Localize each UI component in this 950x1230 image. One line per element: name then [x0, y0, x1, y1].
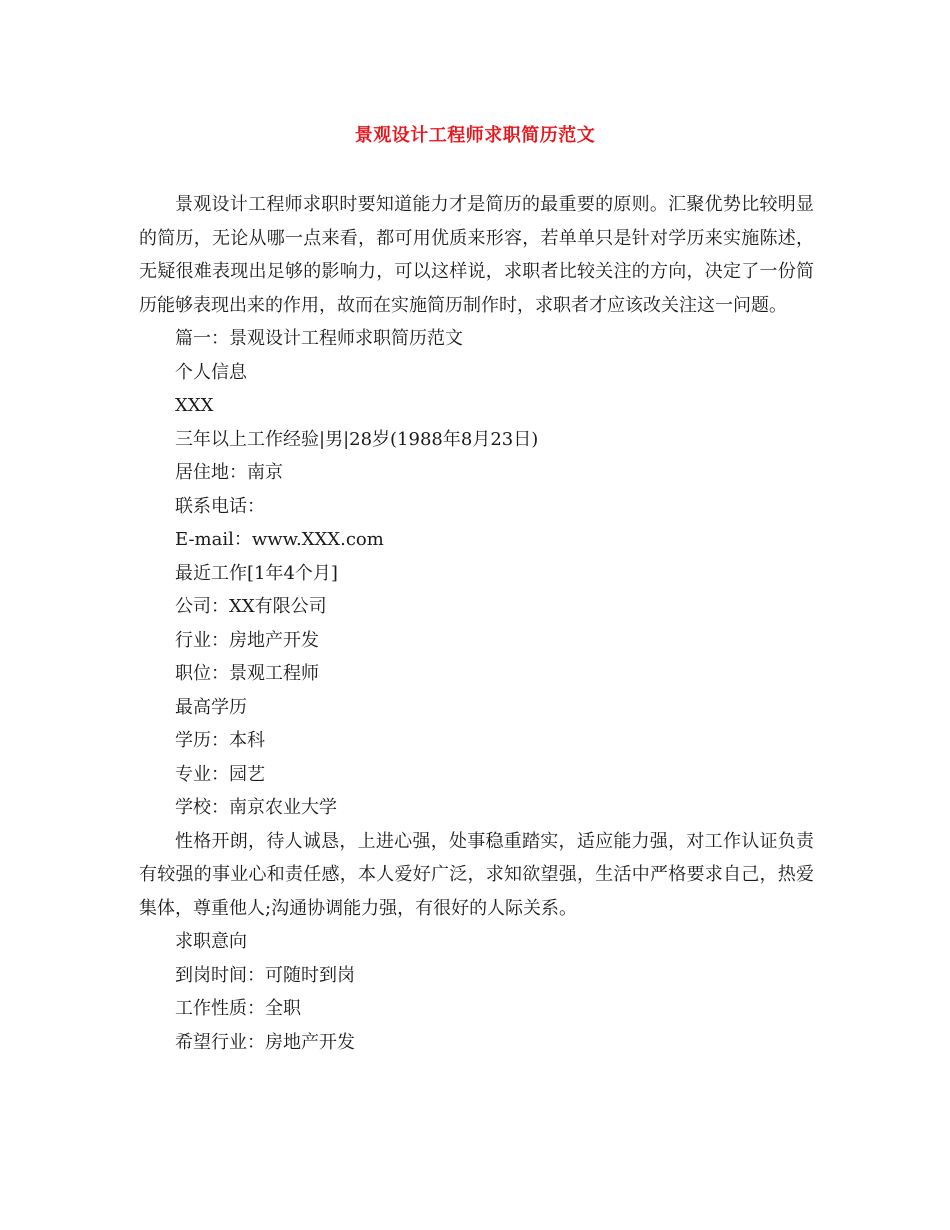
document-title: 景观设计工程师求职简历范文: [354, 125, 596, 146]
industry-line: 行业：房地产开发: [175, 629, 319, 651]
desired-industry-line: 希望行业：房地产开发: [175, 1031, 355, 1053]
section-heading-education: 最高学历: [175, 696, 247, 718]
job-type-line: 工作性质：全职: [175, 998, 301, 1019]
email-line: E-mail：www.XXX.com: [175, 529, 384, 550]
personality-paragraph: 性格开朗，待人诚恳，上进心强，处事稳重踏实，适应能力强，对工作认证负责有较强的事业心和责任感，本人爱好广泛，求知欲望强，生活中严格要求自己，热爱集体，尊重他人;沟通协调能力强，有很好的人际关系。: [139, 830, 814, 919]
section-heading-recent-work: 最近工作[1年4个月]: [175, 562, 338, 584]
applicant-summary: 三年以上工作经验|男|28岁(1988年8月23日): [175, 428, 539, 450]
major-line: 专业：园艺: [175, 763, 265, 785]
document-body: [139, 188, 814, 1059]
phone-line: 联系电话：: [175, 495, 265, 517]
section-heading-job-intent: 求职意向: [175, 931, 247, 952]
applicant-name: XXX: [175, 395, 214, 416]
section-heading-article-one: 篇一：景观设计工程师求职简历范文: [175, 328, 463, 349]
intro-paragraph: 景观设计工程师求职时要知道能力才是简历的最重要的原则。汇聚优势比较明显的简历，无论从哪一点来看，都可用优质来形容，若单单只是针对学历来实施陈述，无疑很难表现出足够的影响力，可以这样说，求职者比较关注的方向，决定了一份简历能够表现出来的作用，故而在实施简历制作时，求职者才应该改关注这一问题。: [139, 194, 814, 316]
position-line: 职位：景观工程师: [175, 663, 319, 684]
residence-line: 居住地：南京: [175, 462, 283, 483]
degree-line: 学历：本科: [175, 730, 265, 751]
availability-line: 到岗时间：可随时到岗: [175, 964, 355, 986]
company-line: 公司：XX有限公司: [175, 596, 327, 617]
section-heading-personal-info: 个人信息: [175, 361, 247, 383]
school-line: 学校：南京农业大学: [175, 797, 337, 818]
